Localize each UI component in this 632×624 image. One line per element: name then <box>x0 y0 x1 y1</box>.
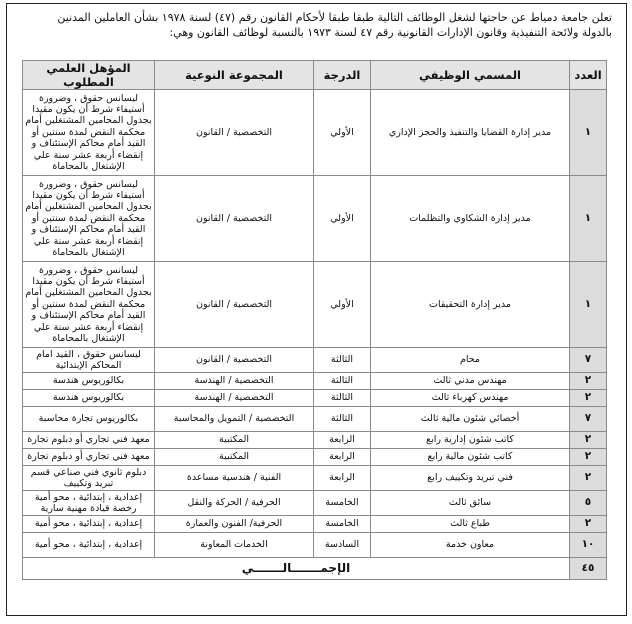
table-row <box>23 466 607 491</box>
cell-group: التخصصية / الهندسة <box>155 373 314 390</box>
cell-grade: الرابعة <box>314 432 371 449</box>
cell-title: فني تبريد وتكييف رابع <box>371 466 570 491</box>
cell-group: الفنية / هندسية مساعدة <box>155 466 314 491</box>
table-row <box>23 432 607 449</box>
cell-qualification: بكالوريوس تجارة محاسبة <box>23 407 155 432</box>
cell-count: ٢ <box>570 516 607 533</box>
jobs-table <box>22 60 607 580</box>
table-row <box>23 491 607 516</box>
cell-grade: الثالثة <box>314 348 371 373</box>
cell-group: الخدمات المعاونة <box>155 533 314 558</box>
total-count: ٤٥ <box>570 558 607 580</box>
cell-count: ٧ <box>570 407 607 432</box>
cell-count: ١٠ <box>570 533 607 558</box>
table-row <box>23 516 607 533</box>
cell-count: ٢ <box>570 432 607 449</box>
cell-qualification: إعدادية ، إبتدائية ، محو أمية <box>23 533 155 558</box>
table-row <box>23 390 607 407</box>
cell-grade: السادسة <box>314 533 371 558</box>
cell-grade: الأولي <box>314 262 371 348</box>
table-row <box>23 533 607 558</box>
cell-qualification: ليسانس حقوق ، القيد امام المحاكم الإبتدائية <box>23 348 155 373</box>
cell-title: كاتب شئون مالية رابع <box>371 449 570 466</box>
table-header-row <box>23 61 607 90</box>
cell-title: مهندس مدني ثالث <box>371 373 570 390</box>
cell-grade: الخامسة <box>314 516 371 533</box>
cell-group: التخصصية / القانون <box>155 348 314 373</box>
table-row <box>23 449 607 466</box>
announcement-line-2: بالدولة ولائحة التنفيذية وقانون الإدارات القانونية رقم ٤٧ لسنة ١٩٧٣ بالنسبة لوظائف القانون وهي: <box>169 26 612 39</box>
cell-qualification: ليسانس حقوق ، وضرورة أستيفاء شرط أن يكون مقيدا بجدول المحامين المشتغلين أمام محكمة النقض لمدة سنتين أو القيد أمام محاكم الإستئناف و إنقضاء أربعة عشر سنة علي الإشتغال بالمحاماة <box>23 176 155 262</box>
header-group: المجموعة النوعية <box>155 61 314 90</box>
header-count: العدد <box>570 61 607 90</box>
cell-grade: الثالثة <box>314 373 371 390</box>
table-row <box>23 90 607 176</box>
cell-title: مدير إدارة الشكاوي والتظلمات <box>371 176 570 262</box>
cell-group: التخصصية / التمويل والمحاسبة <box>155 407 314 432</box>
cell-title: كاتب شئون إدارية رابع <box>371 432 570 449</box>
table-row <box>23 176 607 262</box>
cell-count: ٢ <box>570 466 607 491</box>
table-row <box>23 348 607 373</box>
cell-title: أخصائي شئون مالية ثالث <box>371 407 570 432</box>
cell-group: المكتبية <box>155 449 314 466</box>
cell-grade: الرابعة <box>314 466 371 491</box>
cell-title: مدير إدارة القضايا والتنفيذ والحجز الإداري <box>371 90 570 176</box>
cell-title: معاون خدمة <box>371 533 570 558</box>
total-row <box>23 558 607 580</box>
cell-qualification: بكالوريوس هندسة <box>23 390 155 407</box>
announcement-line-1: تعلن جامعة دمياط عن حاجتها لشغل الوظائف التالية طبقا طبقا لأحكام القانون رقم (٤٧) لسنة ١٩٧٨ بشأن العاملين المدنين <box>57 11 612 24</box>
cell-count: ١ <box>570 90 607 176</box>
cell-title: محام <box>371 348 570 373</box>
header-grade: الدرجة <box>314 61 371 90</box>
cell-count: ٧ <box>570 348 607 373</box>
cell-grade: الأولي <box>314 176 371 262</box>
announcement-text <box>16 10 612 40</box>
cell-grade: الثالثة <box>314 407 371 432</box>
cell-count: ١ <box>570 176 607 262</box>
cell-group: المكتبية <box>155 432 314 449</box>
cell-count: ٥ <box>570 491 607 516</box>
cell-qualification: معهد فني تجاري أو دبلوم تجارة <box>23 432 155 449</box>
cell-count: ١ <box>570 262 607 348</box>
cell-qualification: ليسانس حقوق ، وضرورة أستيفاء شرط أن يكون مقيدا بجدول المحامين المشتغلين أمام محكمة النقض لمدة سنتين أو القيد أمام محاكم الإستئناف و إنقضاء أربعة عشر سنة علي الإشتغال بالمحاماة <box>23 90 155 176</box>
cell-group: الحرفية / الحركة والنقل <box>155 491 314 516</box>
cell-count: ٢ <box>570 390 607 407</box>
cell-count: ٢ <box>570 449 607 466</box>
cell-count: ٢ <box>570 373 607 390</box>
cell-group: التخصصية / القانون <box>155 90 314 176</box>
table-row <box>23 407 607 432</box>
cell-group: التخصصية / الهندسة <box>155 390 314 407</box>
cell-title: سائق ثالث <box>371 491 570 516</box>
cell-title: مهندس كهرباء ثالث <box>371 390 570 407</box>
cell-qualification: إعدادية ، إبتدائية ، محو أمية رخصة قيادة مهنية سارية <box>23 491 155 516</box>
cell-group: التخصصية / القانون <box>155 176 314 262</box>
header-title: المسمي الوظيفي <box>371 61 570 90</box>
cell-qualification: دبلوم ثانوي فني صناعي قسم تبريد وتكييف <box>23 466 155 491</box>
table-row <box>23 373 607 390</box>
cell-qualification: بكالوريوس هندسة <box>23 373 155 390</box>
cell-grade: الخامسة <box>314 491 371 516</box>
cell-qualification: ليسانس حقوق ، وضرورة أستيفاء شرط أن يكون مقيدا بجدول المحامين المشتغلين أمام محكمة النقض لمدة سنتين أو القيد أمام محاكم الإستئناف و إنقضاء أربعة عشر سنة علي الإشتغال بالمحاماة <box>23 262 155 348</box>
cell-grade: الرابعة <box>314 449 371 466</box>
table-row <box>23 262 607 348</box>
cell-group: التخصصية / القانون <box>155 262 314 348</box>
cell-grade: الأولي <box>314 90 371 176</box>
total-label: الإجمـــــــالـــــــي <box>23 558 570 580</box>
cell-qualification: إعدادية ، إبتدائية ، محو أمية <box>23 516 155 533</box>
cell-title: طباع ثالث <box>371 516 570 533</box>
cell-title: مدير إدارة التحقيقات <box>371 262 570 348</box>
cell-qualification: معهد فني تجاري أو دبلوم تجارة <box>23 449 155 466</box>
cell-group: الحرفية/ الفنون والعمارة <box>155 516 314 533</box>
cell-grade: الثالثة <box>314 390 371 407</box>
header-qualification: المؤهل العلمي المطلوب <box>23 61 155 90</box>
